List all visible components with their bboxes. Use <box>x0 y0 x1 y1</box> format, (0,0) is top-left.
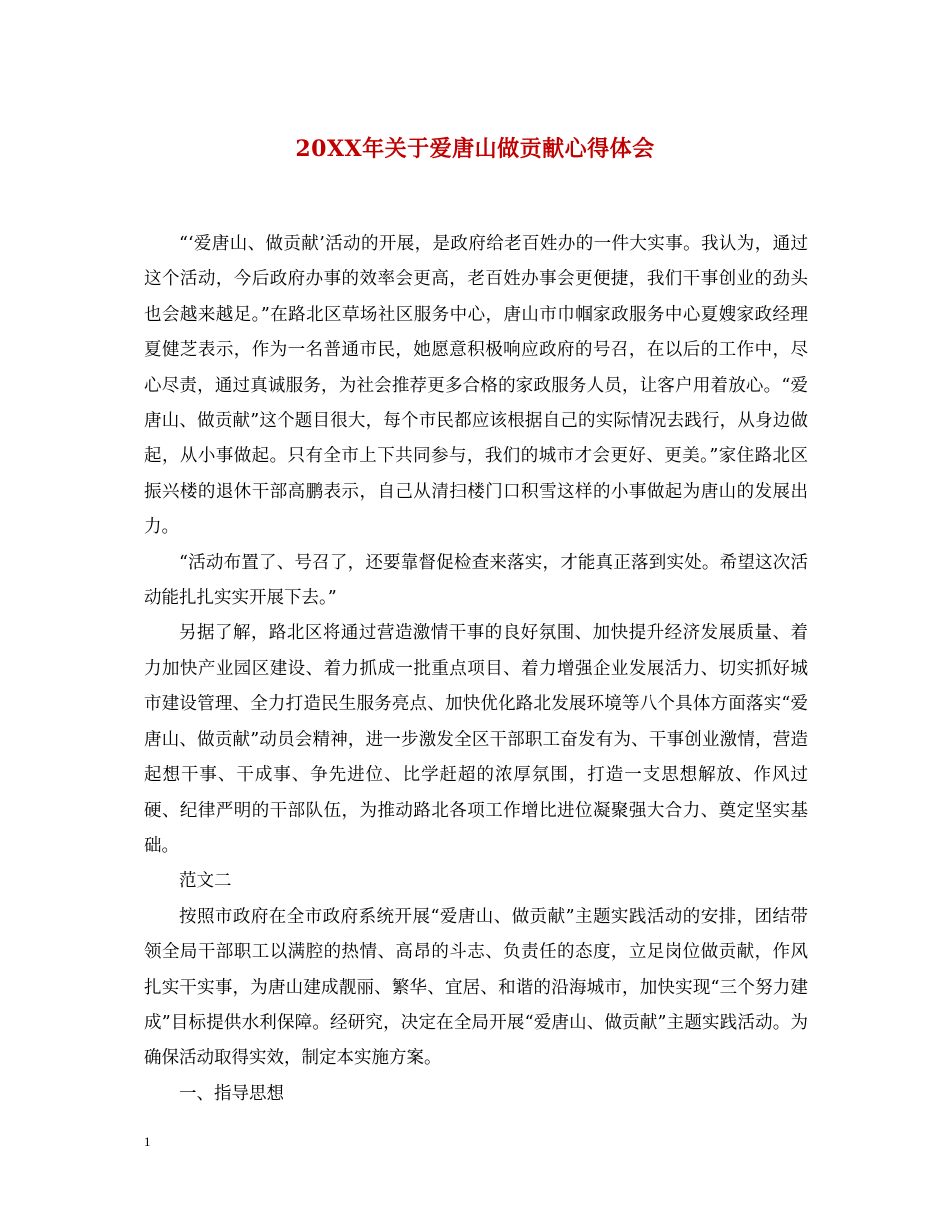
paragraph-2: “活动布置了、号召了，还要靠督促检查来落实，才能真正落到实处。希望这次活动能扎扎实实开展下去。” <box>144 552 808 609</box>
paragraph-4: 按照市政府在全市政府系统开展“爱唐山、做贡献”主题实践活动的安排，团结带领全局干部职工以满腔的热情、高昂的斗志、负责任的态度，立足岗位做贡献，作风扎实干实事，为唐山建成靓丽、繁华、宜居、和谐的沿海城市，加快实现“三个努力建成”目标提供水利保障。经研究，决定在全局开展“爱唐山、做贡献”主题实践活动。为确保活动取得实效，制定本实施方案。 <box>144 906 808 1069</box>
section-heading-sample-two: 范文二 <box>179 871 232 892</box>
paragraph-3: 另据了解，路北区将通过营造激情干事的良好氛围、加快提升经济发展质量、着力加快产业园区建设、着力抓成一批重点项目、着力增强企业发展活力、切实抓好城市建设管理、全力打造民生服务亮点、加快优化路北发展环境等八个具体方面落实“爱唐山、做贡献”动员会精神，进一步激发全区干部职工奋发有为、干事创业激情，营造起想干事、干成事、争先进位、比学赶超的浓厚氛围，打造一支思想解放、作风过硬、纪律严明的干部队伍，为推动路北各项工作增比进位凝聚强大合力、奠定坚实基础。 <box>144 623 808 856</box>
document-body <box>144 227 808 1112</box>
section-heading-guiding-ideology: 一、指导思想 <box>179 1083 284 1104</box>
document-title: 20XX年关于爱唐山做贡献心得体会 <box>295 136 655 162</box>
paragraph-1: “‘爱唐山、做贡献’活动的开展，是政府给老百姓办的一件大实事。我认为，通过这个活动，今后政府办事的效率会更高，老百姓办事会更便捷，我们干事创业的劲头也会越来越足。”在路北区草场社区服务中心，唐山市巾帼家政服务中心夏嫂家政经理夏健芝表示，作为一名普通市民，她愿意积极响应政府的号召，在以后的工作中，尽心尽责，通过真诚服务，为社会推荐更多合格的家政服务人员，让客户用着放心。“爱唐山、做贡献”这个题目很大，每个市民都应该根据自己的实际情况去践行，从身边做起，从小事做起。只有全市上下共同参与，我们的城市才会更好、更美。”家住路北区振兴楼的退休干部高鹏表示，自己从清扫楼门口积雪这样的小事做起为唐山的发展出力。 <box>144 234 808 538</box>
page-number: 1 <box>144 1134 151 1149</box>
